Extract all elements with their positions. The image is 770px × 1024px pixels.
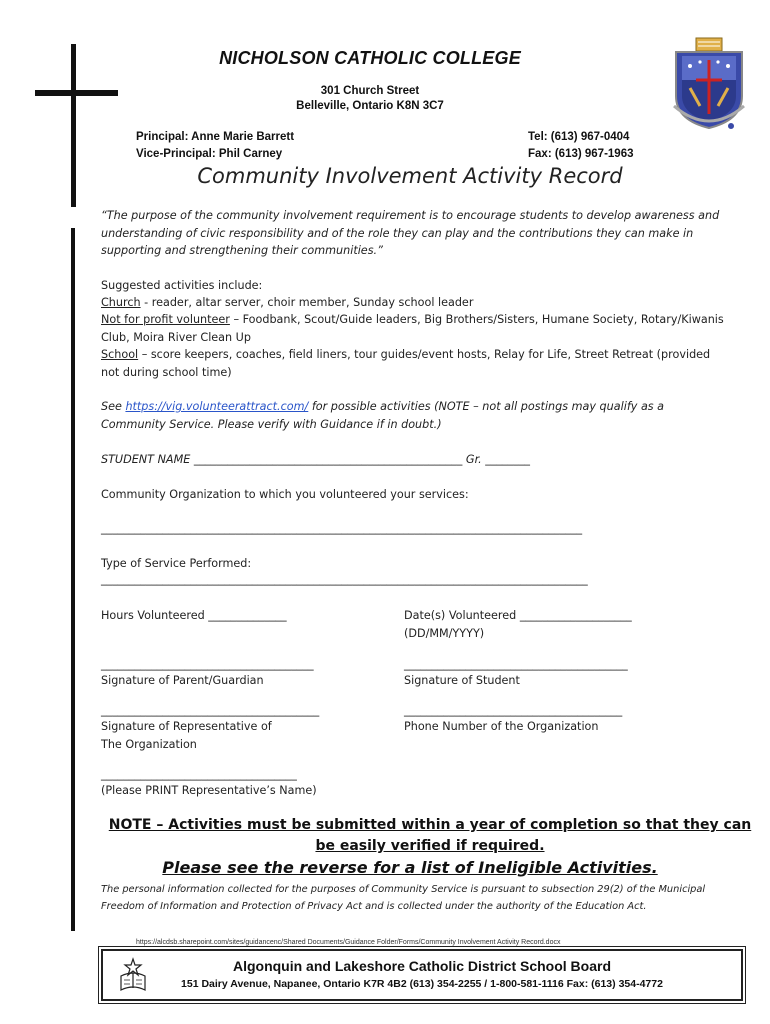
submission-note: NOTE – Activities must be submitted within a year of completion so that they can be easily verified if required. — [108, 817, 752, 854]
representative-signature-label: Signature of Representative of — [101, 720, 272, 733]
school-text: – score keepers, coaches, field liners, tour guides/event hosts, Relay for Life, Street Retreat (provided not during school time) — [101, 348, 711, 379]
school-label: School — [101, 348, 139, 361]
cross-icon-bar — [35, 90, 118, 96]
volunteer-link[interactable]: https://vig.volunteerattract.com/ — [125, 400, 309, 413]
board-name: Algonquin and Lakeshore Catholic District School Board — [232, 958, 612, 974]
purpose-statement: “The purpose of the community involvement requirement is to encourage students to develop awareness and understanding of civic responsibility and of the role they can play and the contributions they can make in supporting and strengthening their communities.” — [101, 209, 720, 257]
student-name-field[interactable]: STUDENT NAME ________________________________________________ Gr. ________ — [101, 453, 531, 466]
nonprofit-text: – Foodbank, Scout/Guide leaders, Big Brothers/Sisters, Humane Society, Rotary/Kiwanis Club, Moira River Clean Up — [101, 313, 724, 344]
service-line[interactable]: _______________________________________________________________________________________ — [101, 573, 588, 586]
see-suffix: for possible activities (NOTE – not all postings may qualify as a Community Service. Please verify with Guidance if in doubt.) — [101, 400, 665, 431]
nonprofit-label: Not for profit volunteer — [101, 313, 230, 326]
parent-signature-line[interactable]: ______________________________________ — [101, 658, 314, 671]
service-label: Type of Service Performed: — [101, 557, 252, 570]
school-name: NICHOLSON CATHOLIC COLLEGE — [219, 48, 521, 68]
document-title: Community Involvement Activity Record — [197, 164, 623, 188]
document-url: https://alcdsb.sharepoint.com/sites/guidancenc/Shared Documents/Guidance Folder/Forms/Community Involvement Activity Record.docx — [136, 939, 561, 946]
church-text: - reader, altar server, choir member, Sunday school leader — [140, 296, 474, 309]
margin-divider — [71, 228, 75, 931]
see-link-paragraph — [101, 398, 726, 433]
parent-signature-label: Signature of Parent/Guardian — [101, 674, 264, 687]
vice-principal: Vice-Principal: Phil Carney — [136, 148, 283, 160]
hours-field[interactable]: Hours Volunteered ______________ — [101, 609, 287, 622]
school-address-street: 301 Church Street — [320, 85, 420, 97]
board-address: 151 Dairy Avenue, Napanee, Ontario K7R 4B2 (613) 354-2255 / 1-800-581-1116 Fax: (613) 354-4772 — [181, 978, 663, 990]
phone-line[interactable]: _______________________________________ — [404, 704, 623, 717]
church-label: Church — [101, 296, 141, 309]
representative-signature-line[interactable]: _______________________________________ — [101, 704, 320, 717]
student-signature-label: Signature of Student — [404, 674, 520, 687]
school-crest-icon — [670, 36, 748, 132]
representative-organization-label: The Organization — [101, 738, 197, 751]
school-address-city: Belleville, Ontario K8N 3C7 — [296, 100, 444, 112]
cross-icon — [71, 44, 76, 207]
privacy-statement: The personal information collected for the purposes of Community Service is pursuant to subsection 29(2) of the Municipal Freedom of Information and Protection of Privacy Act and is collected under the authority of the Education Act. — [101, 884, 706, 912]
activities-nonprofit — [101, 311, 726, 346]
ineligible-activities-note: Please see the reverse for a list of Ineligible Activities. — [162, 858, 658, 877]
representative-name-line[interactable]: ___________________________________ — [101, 768, 297, 781]
phone-label: Phone Number of the Organization — [404, 720, 599, 733]
representative-name-label: (Please PRINT Representative’s Name) — [101, 784, 317, 797]
student-signature-line[interactable]: ________________________________________ — [404, 658, 628, 671]
organization-label: Community Organization to which you volunteered your services: — [101, 488, 469, 501]
activities-church — [101, 294, 726, 312]
organization-line[interactable]: ______________________________________________________________________________________ — [101, 522, 583, 535]
see-prefix: See — [101, 400, 126, 413]
fax: Fax: (613) 967-1963 — [528, 148, 634, 160]
telephone: Tel: (613) 967-0404 — [528, 131, 630, 143]
school-board-footer — [101, 949, 743, 1001]
activities-school — [101, 346, 726, 381]
date-format: (DD/MM/YYYY) — [404, 627, 485, 640]
principal: Principal: Anne Marie Barrett — [136, 131, 295, 143]
dates-field[interactable]: Date(s) Volunteered ____________________ — [404, 609, 632, 622]
activities-intro: Suggested activities include: — [101, 279, 263, 292]
